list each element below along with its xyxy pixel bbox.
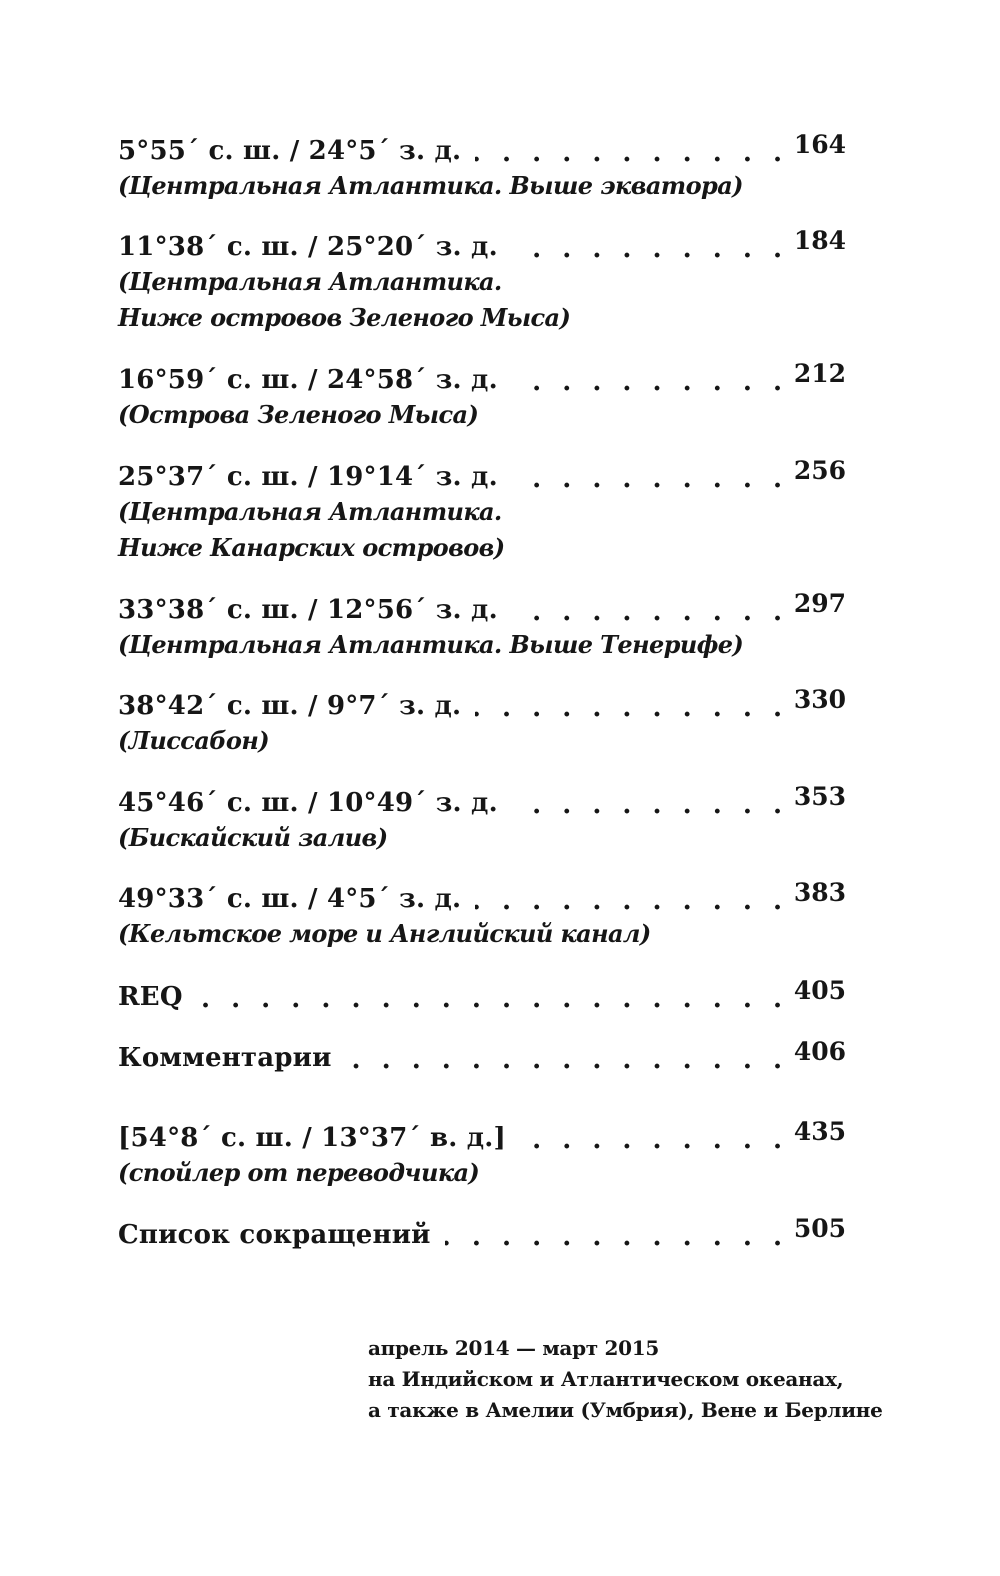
- toc-entry: [118, 683, 846, 759]
- entry-heading: Комментарии: [118, 1043, 332, 1073]
- entry-heading: 5°55´ с. ш. / 24°5´ з. д.: [118, 136, 462, 166]
- entry-heading: 16°59´ с. ш. / 24°58´ з. д.: [118, 365, 498, 395]
- page-number: 256: [793, 456, 846, 485]
- page-number: 435: [793, 1117, 846, 1146]
- entry-heading: 38°42´ с. ш. / 9°7´ з. д.: [118, 691, 462, 721]
- colophon-dates: апрель 2014 — март 2015: [368, 1336, 659, 1360]
- leader-dots: [475, 882, 788, 916]
- toc-entry: [118, 587, 846, 663]
- entry-subtitle: (Центральная Атлантика. Выше экватора): [118, 171, 743, 200]
- leader-dots: [346, 1041, 788, 1075]
- toc-entry: [118, 974, 846, 1014]
- leader-dots: [512, 593, 788, 627]
- page-number: 212: [793, 359, 846, 388]
- entry-heading: REQ: [118, 982, 183, 1012]
- page-number: 505: [793, 1214, 846, 1243]
- page-number: 297: [793, 589, 846, 618]
- page-number: 330: [793, 685, 846, 714]
- entry-heading: 49°33´ с. ш. / 4°5´ з. д.: [118, 884, 462, 914]
- entry-subtitle: (Центральная Атлантика.: [118, 267, 502, 296]
- page-number: 406: [793, 1037, 846, 1066]
- entry-subtitle: (Лиссабон): [118, 726, 269, 755]
- leader-dots: [475, 134, 788, 168]
- entry-subtitle: (Бискайский залив): [118, 823, 388, 852]
- page-number: 383: [793, 878, 846, 907]
- entry-subtitle: Ниже островов Зеленого Мыса): [118, 303, 571, 332]
- entry-subtitle: (Острова Зеленого Мыса): [118, 400, 479, 429]
- page-number: 353: [793, 782, 846, 811]
- leader-dots: [512, 786, 788, 820]
- entry-heading: [54°8´ с. ш. / 13°37´ в. д.]: [118, 1123, 507, 1153]
- entry-subtitle: (Центральная Атлантика.: [118, 497, 502, 526]
- toc-entry: [118, 1212, 846, 1252]
- leader-dots: [197, 980, 788, 1014]
- leader-dots: [512, 230, 788, 264]
- toc-entry: [118, 128, 846, 204]
- page-number: 405: [793, 976, 846, 1005]
- entry-subtitle: (Центральная Атлантика. Выше Тенерифе): [118, 630, 744, 659]
- entry-subtitle: Ниже Канарских островов): [118, 533, 505, 562]
- page-number: 164: [793, 130, 846, 159]
- toc-entry: [118, 357, 846, 433]
- toc-entry: [118, 876, 846, 952]
- colophon: [368, 1333, 888, 1426]
- entry-subtitle: (спойлер от переводчика): [118, 1158, 480, 1187]
- toc-entry: [118, 780, 846, 856]
- colophon-places: на Индийском и Атлантическом океанах,: [368, 1367, 844, 1391]
- page-number: 184: [793, 226, 846, 255]
- entry-heading: 25°37´ с. ш. / 19°14´ з. д.: [118, 462, 498, 492]
- entry-heading: 33°38´ с. ш. / 12°56´ з. д.: [118, 595, 498, 625]
- toc-entry: [118, 1115, 846, 1191]
- leader-dots: [512, 363, 788, 397]
- toc-entry: [118, 1035, 846, 1075]
- entry-heading: 45°46´ с. ш. / 10°49´ з. д.: [118, 788, 498, 818]
- colophon-places-cont: а также в Амелии (Умбрия), Вене и Берлине: [368, 1398, 883, 1422]
- entry-heading: 11°38´ с. ш. / 25°20´ з. д.: [118, 232, 498, 262]
- toc-entry: [118, 454, 846, 566]
- toc-entry: [118, 224, 846, 336]
- leader-dots: [445, 1218, 788, 1252]
- entry-subtitle: (Кельтское море и Английский канал): [118, 919, 651, 948]
- entry-heading: Список сокращений: [118, 1220, 431, 1250]
- leader-dots: [512, 460, 788, 494]
- leader-dots: [520, 1121, 788, 1155]
- leader-dots: [475, 689, 788, 723]
